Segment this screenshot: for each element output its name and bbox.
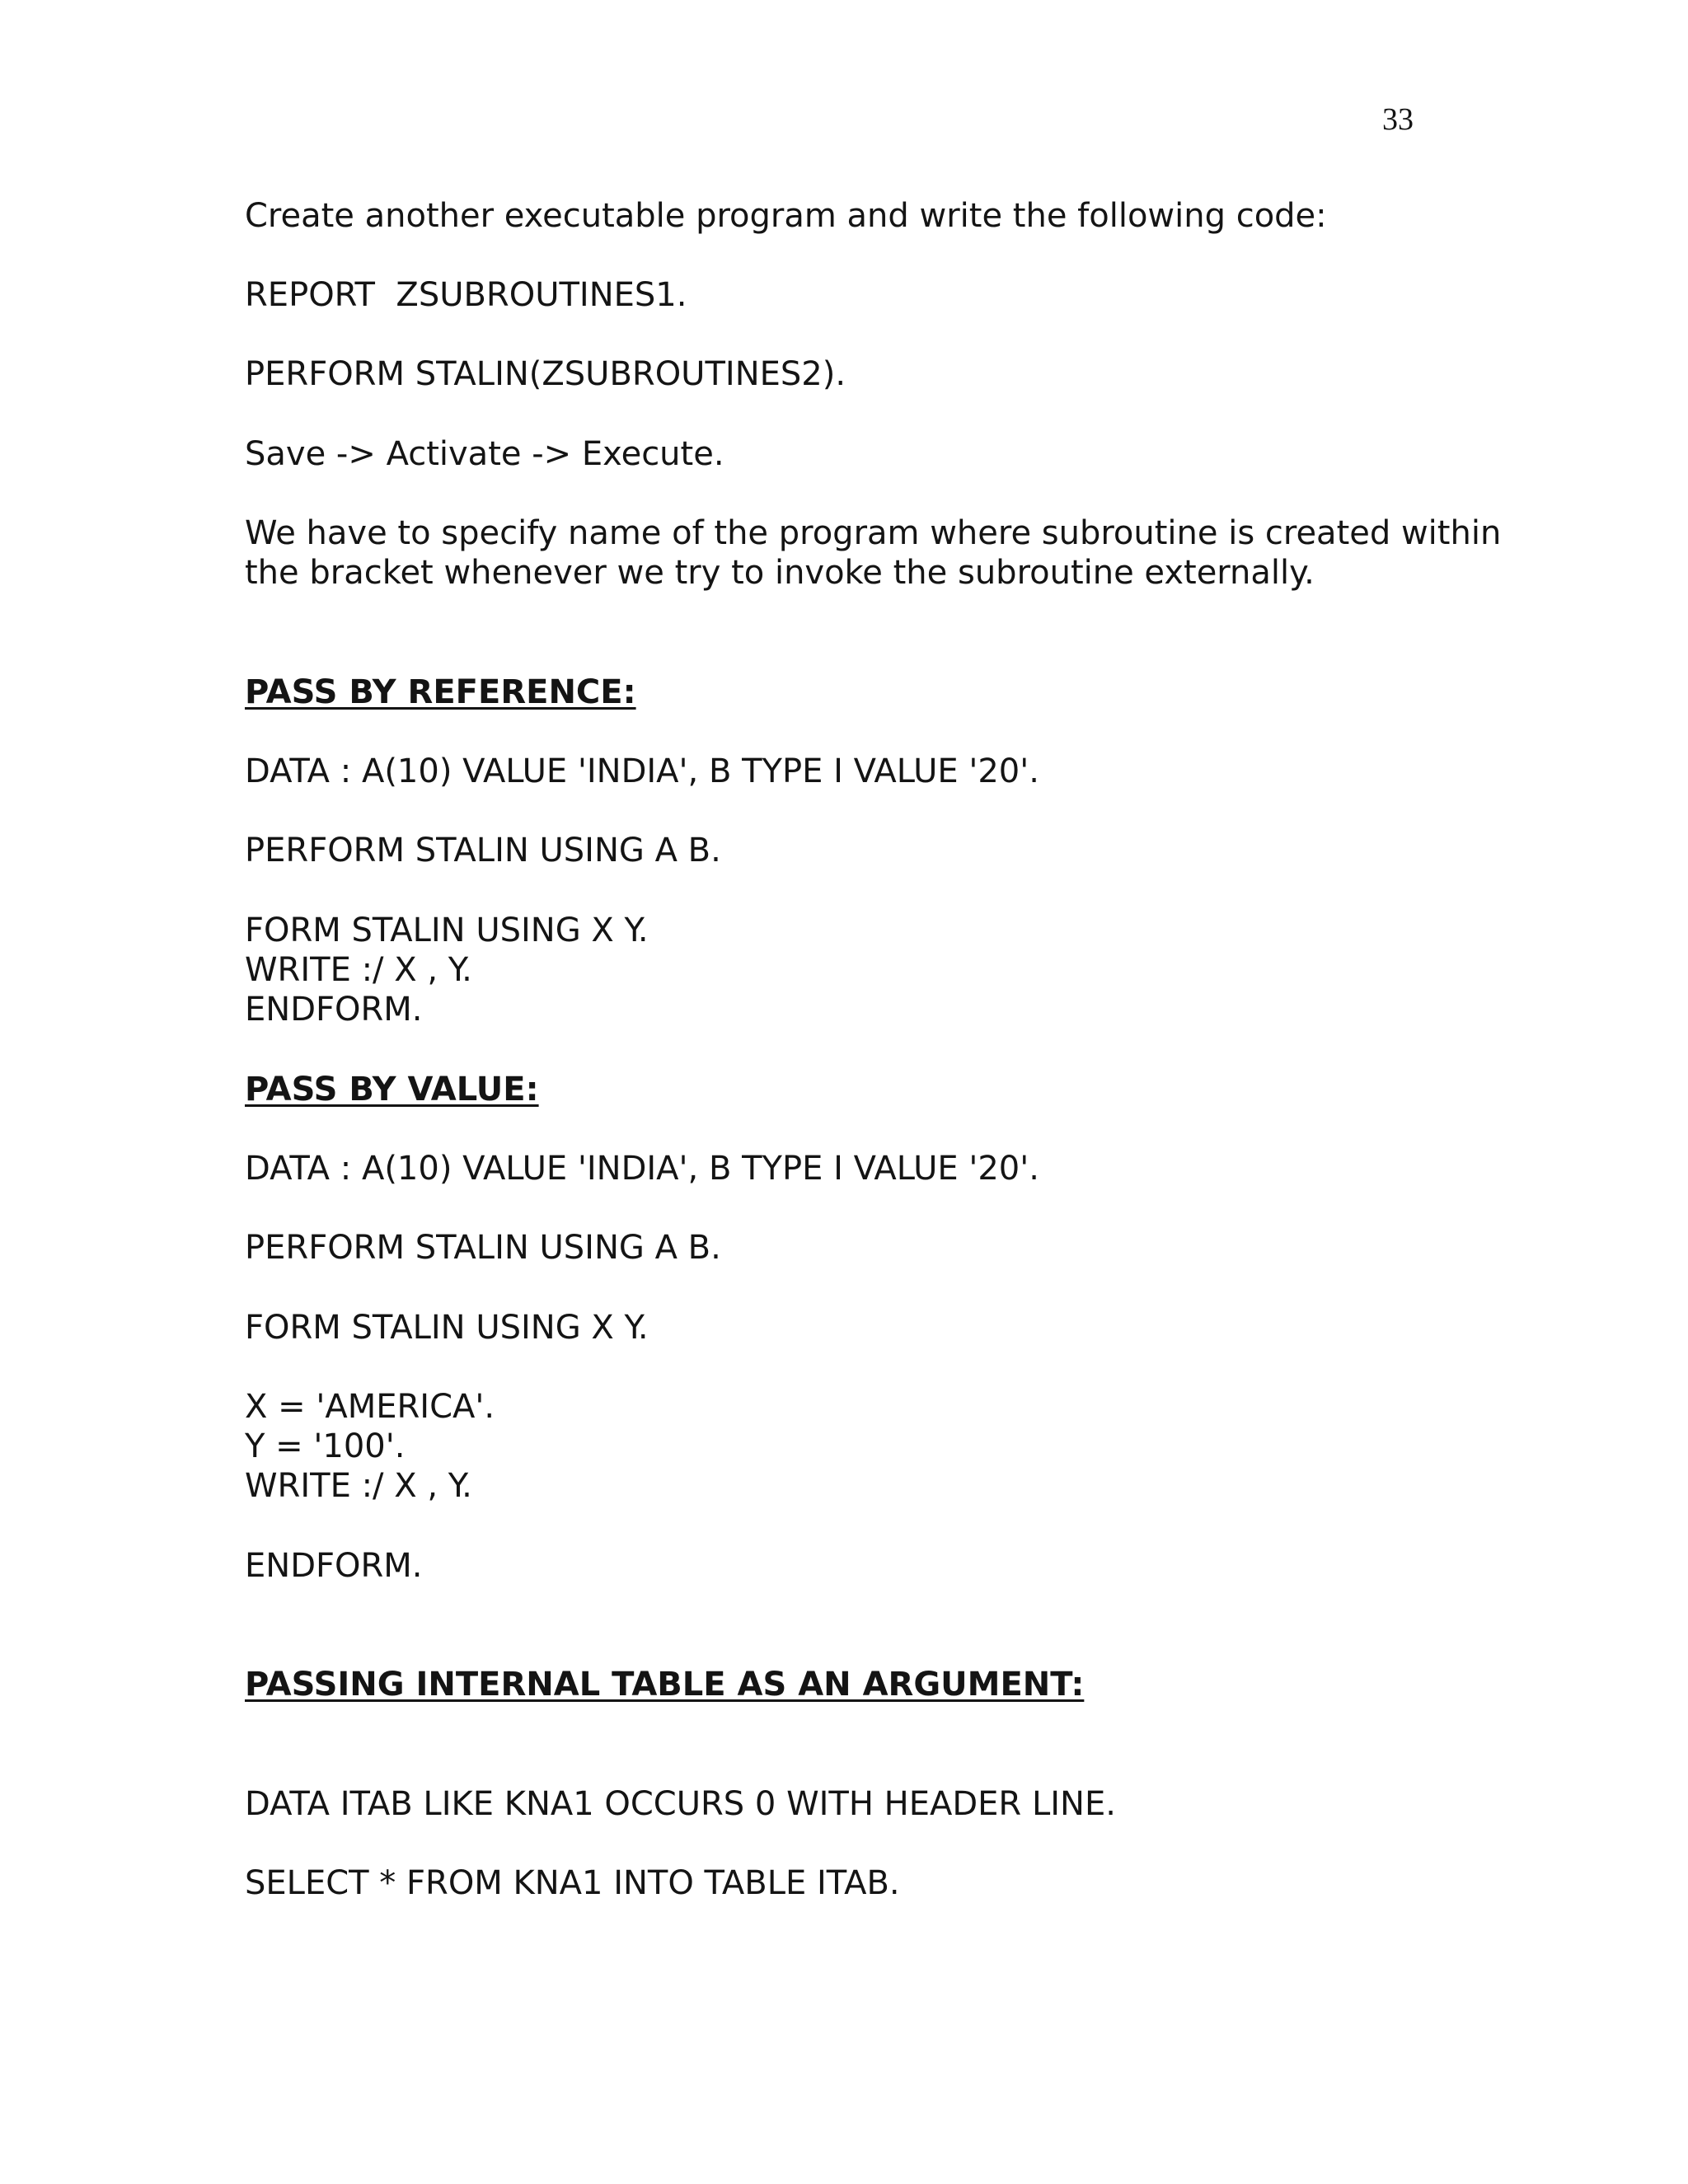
explanation-line-1: We have to specify name of the program where subroutine is created within bbox=[245, 514, 1502, 552]
ref-write-line: WRITE :/ X , Y. bbox=[245, 951, 472, 989]
val-write-line: WRITE :/ X , Y. bbox=[245, 1467, 472, 1505]
heading-pass-by-reference: PASS BY REFERENCE: bbox=[245, 673, 636, 711]
ref-form-line: FORM STALIN USING X Y. bbox=[245, 912, 649, 949]
code-report-line: REPORT ZSUBROUTINES1. bbox=[245, 276, 687, 314]
page-number: 33 bbox=[1382, 102, 1414, 137]
itab-select-line: SELECT * FROM KNA1 INTO TABLE ITAB. bbox=[245, 1864, 900, 1902]
val-assign-x-line: X = 'AMERICA'. bbox=[245, 1388, 495, 1426]
ref-endform-line: ENDFORM. bbox=[245, 991, 423, 1029]
steps-text: Save -> Activate -> Execute. bbox=[245, 435, 724, 473]
val-endform-line: ENDFORM. bbox=[245, 1547, 423, 1585]
val-form-line: FORM STALIN USING X Y. bbox=[245, 1309, 649, 1347]
intro-text: Create another executable program and write the following code: bbox=[245, 197, 1327, 235]
val-data-declaration: DATA : A(10) VALUE 'INDIA', B TYPE I VALUE '20'. bbox=[245, 1150, 1039, 1188]
ref-perform-line: PERFORM STALIN USING A B. bbox=[245, 832, 721, 869]
val-perform-line: PERFORM STALIN USING A B. bbox=[245, 1229, 721, 1267]
explanation-line-2: the bracket whenever we try to invoke the subroutine externally. bbox=[245, 554, 1315, 592]
ref-data-declaration: DATA : A(10) VALUE 'INDIA', B TYPE I VALUE '20'. bbox=[245, 752, 1039, 790]
code-perform-external-line: PERFORM STALIN(ZSUBROUTINES2). bbox=[245, 355, 846, 393]
val-assign-y-line: Y = '100'. bbox=[245, 1427, 406, 1465]
itab-data-declaration: DATA ITAB LIKE KNA1 OCCURS 0 WITH HEADER LINE. bbox=[245, 1785, 1116, 1823]
heading-pass-by-value: PASS BY VALUE: bbox=[245, 1071, 539, 1108]
heading-passing-internal-table: PASSING INTERNAL TABLE AS AN ARGUMENT: bbox=[245, 1666, 1085, 1704]
